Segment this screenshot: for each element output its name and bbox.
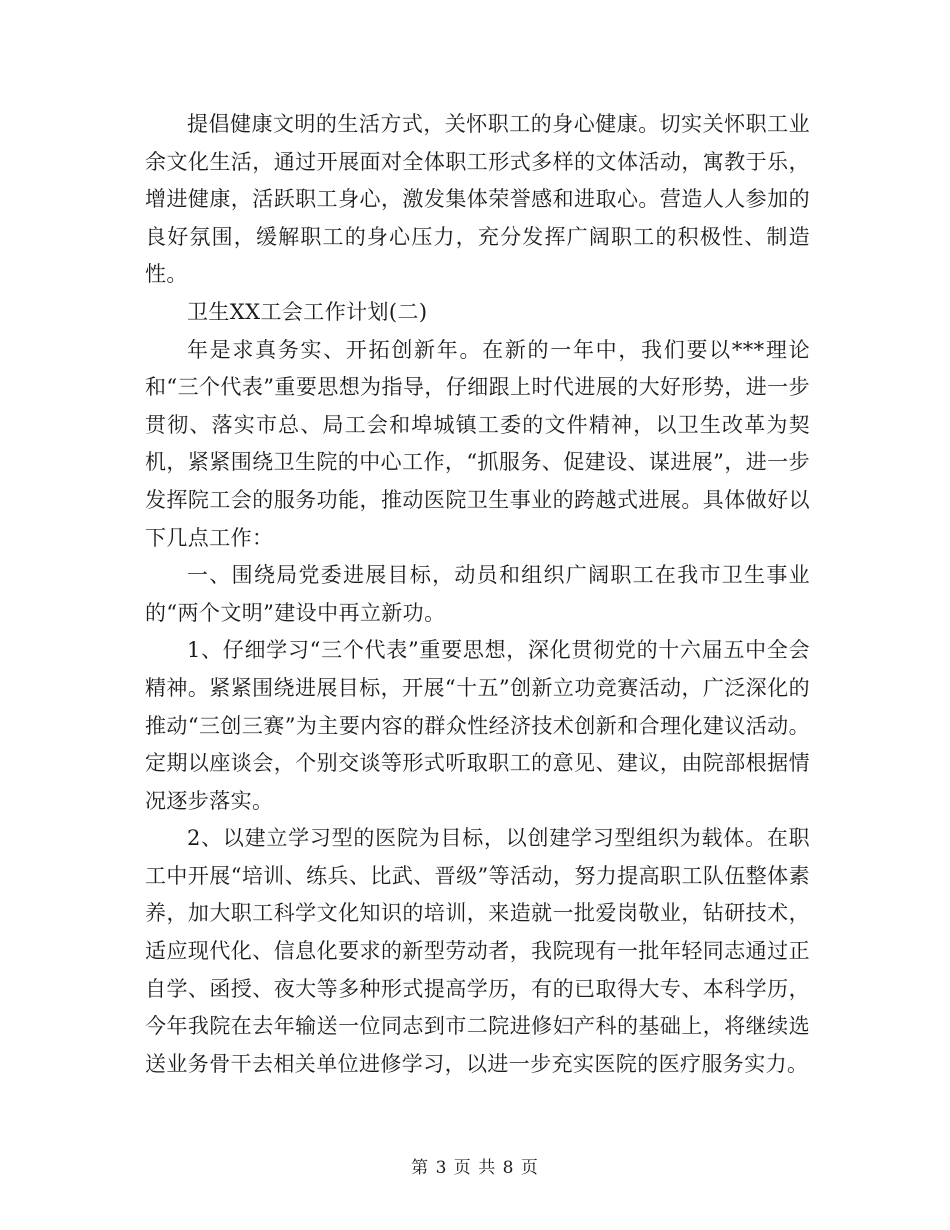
- page-number: 第 3 页 共 8 页: [411, 1158, 539, 1178]
- page-footer: [0, 1153, 950, 1178]
- paragraph-point-one: 一、围绕局党委进展目标，动员和组织广阔职工在我市卫生事业的“两个文明”建设中再立新功。: [145, 563, 810, 625]
- document-body: [145, 106, 810, 1083]
- paragraph-intro: 年是求真务实、开拓创新年。在新的一年中，我们要以***理论和“三个代表”重要思想为指导，仔细跟上时代进展的大好形势，进一步贯彻、落实市总、局工会和埠城镇工委的文件精神，以卫生改革为契机，紧紧围绕卫生院的中心工作，“抓服务、促建设、谋进展”，进一步发挥院工会的服务功能，推动医院卫生事业的跨越式进展。具体做好以下几点工作：: [145, 337, 810, 550]
- paragraph-health-lifestyle: 提倡健康文明的生活方式，关怀职工的身心健康。切实关怀职工业余文化生活，通过开展面对全体职工形式多样的文体活动，寓教于乐，增进健康，活跃职工身心，激发集体荣誉感和进取心。营造人人参加的良好氛围，缓解职工的身心压力，充分发挥广阔职工的积极性、制造性。: [145, 112, 810, 287]
- paragraph-item-1: 1、仔细学习“三个代表”重要思想，深化贯彻党的十六届五中全会精神。紧紧围绕进展目标，开展“十五”创新立功竞赛活动，广泛深化的推动“三创三赛”为主要内容的群众性经济技术创新和合理化建议活动。定期以座谈会，个别交谈等形式听取职工的意见、建议，由院部根据情况逐步落实。: [145, 638, 810, 813]
- paragraph-item-2: 2、以建立学习型的医院为目标，以创建学习型组织为载体。在职工中开展“培训、练兵、比武、晋级”等活动，努力提高职工队伍整体素养，加大职工科学文化知识的培训，来造就一批爱岗敬业，钻研技术，适应现代化、信息化要求的新型劳动者，我院现有一批年轻同志通过正自学、函授、夜大等多种形式提高学历，有的已取得大专、本科学历，今年我院在去年输送一位同志到市二院进修妇产科的基础上，将继续选送业务骨干去相关单位进修学习，以进一步充实医院的医疗服务实力。: [145, 826, 810, 1076]
- section-heading: 卫生XX工会工作计划(二): [187, 299, 428, 324]
